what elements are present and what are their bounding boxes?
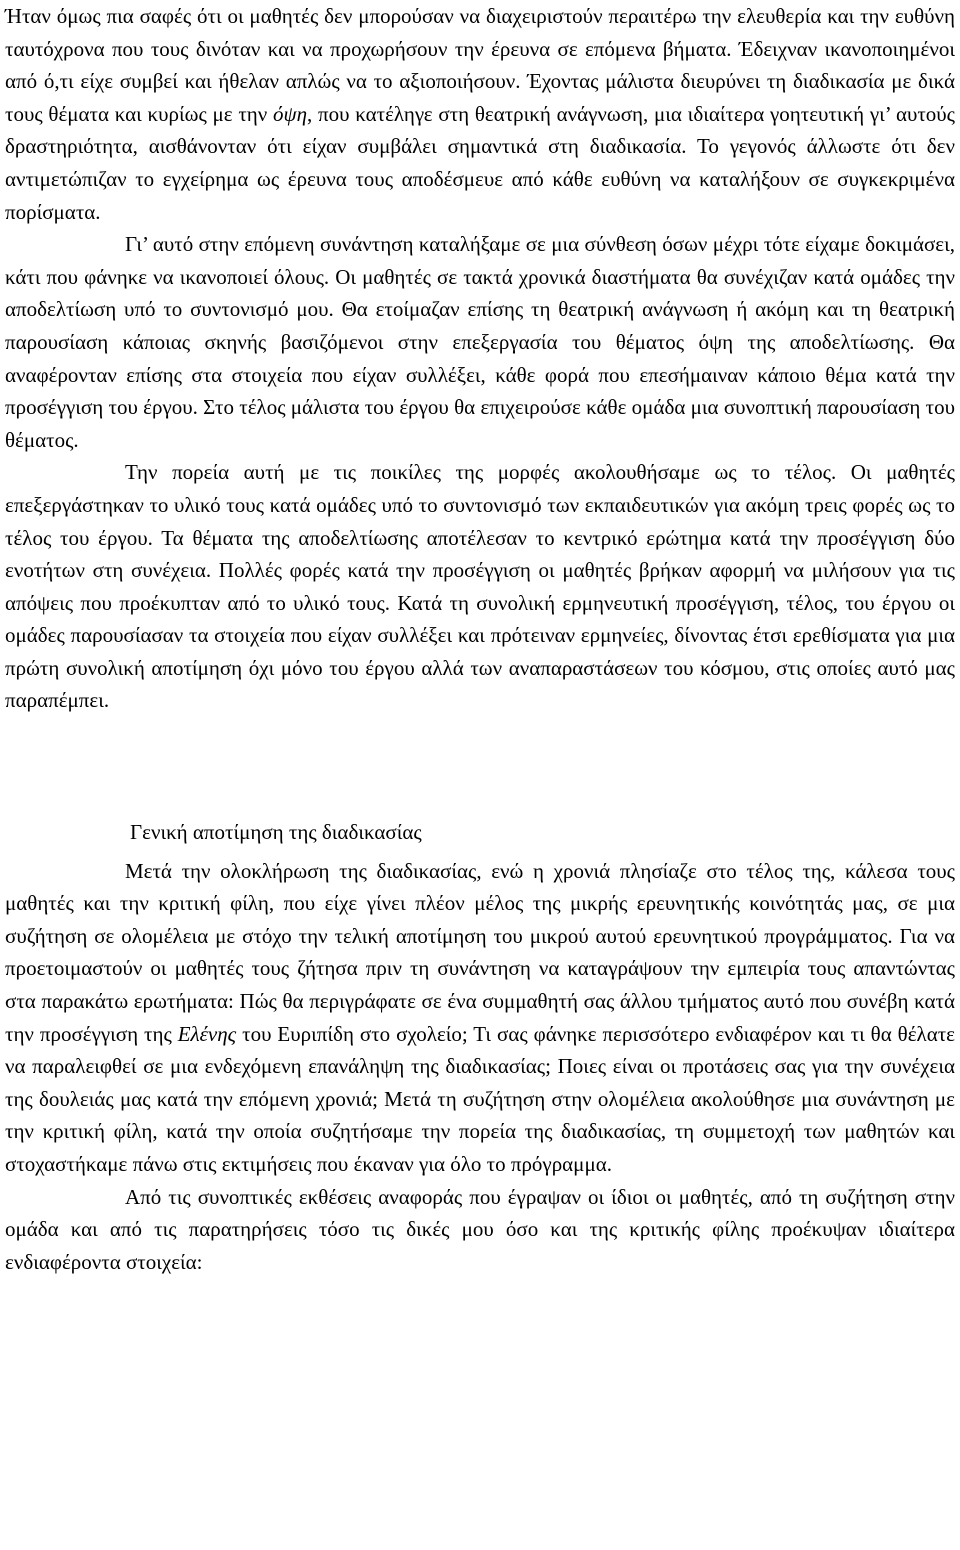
paragraph-4 <box>5 855 955 1181</box>
section-spacer <box>5 717 955 816</box>
paragraph-2-text: Γι’ αυτό στην επόμενη συνάντηση καταλήξαμε σε μια σύνθεση όσων μέχρι τότε είχαμε δοκιμάσει, κάτι που φάνηκε να ικανοποιεί όλους. Οι μαθητές σε τακτά χρονικά διαστήματα θα συνέχιζαν κατά ομάδες την αποδελτίωση υπό το συντονισμό μου. Θα ετοίμαζαν επίσης τη θεατρική ανάγνωση ή ακόμη και τη θεατρική παρουσίαση κάποιας σκηνής βασιζόμενοι στην επεξεργασία του θέματος όψη της αποδελτίωσης. Θα αναφέρονταν επίσης στα στοιχεία που είχαν συλλέξει, κάθε φορά που επεσήμαιναν κάποιο θέμα κατά την προσέγγιση του έργου. Στο τέλος μάλιστα του έργου θα επιχειρούσε κάθε ομάδα μια συνοπτική παρουσίαση του θέματος. <box>5 232 955 452</box>
paragraph-1-text-b: , που κατέληγε στη θεατρική ανάγνωση, μια ιδιαίτερα γοητευτική γι’ αυτούς δραστηριότητα, αισθάνονταν ότι είχαν συμβάλει σημαντικά στη διαδικασία. Το γεγονός άλλωστε ότι δεν αντιμετώπιζαν το εγχείρημα ως έρευνα τους αποδέσμευε από κάθε ευθύνη να καταλήξουν σε συγκεκριμένα πορίσματα. <box>5 101 956 224</box>
paragraph-2 <box>5 228 955 456</box>
paragraph-1-text-a: Ήταν όμως πια σαφές ότι οι μαθητές δεν μπορούσαν να διαχειριστούν περαιτέρω την ελευθερία και την ευθύνη ταυτόχρονα που τους δινόταν και να προχωρήσουν την έρευνα σε επόμενα βήματα. Έδειχναν ικανοποιημένοι από ό,τι είχε συμβεί και ήθελαν απλώς να το αξιοποιήσουν. Έχοντας μάλιστα διευρύνει τη διαδικασία με δικά τους θέματα και κυρίως με την <box>5 4 955 126</box>
section-heading: Γενική αποτίμηση της διαδικασίας <box>130 820 422 845</box>
paragraph-4-text-b: του Ευριπίδη στο σχολείο; Τι σας φάνηκε περισσότερο ενδιαφέρον και τι θα θέλατε να παραλειφθεί σε μια ενδεχόμενη επανάληψη της διαδικασίας; Ποιες είναι οι προτάσεις σας για την συνέχεια της δουλειάς μας κατά την επόμενη χρονιά; Μετά τη συζήτηση στην ολομέλεια ακολούθησε μια συνάντηση με την κριτική φίλη, κατά την οποία συζητήσαμε την πορεία της διαδικασίας, τη συμμετοχή των μαθητών και στοχαστήκαμε πάνω στις εκτιμήσεις που έκαναν για όλο το πρόγραμμα. <box>5 1021 955 1176</box>
paragraph-3 <box>5 456 955 717</box>
paragraph-3-text: Την πορεία αυτή με τις ποικίλες της μορφές ακολουθήσαμε ως το τέλος. Οι μαθητές επεξεργάστηκαν το υλικό τους κατά ομάδες υπό το συντονισμό των εκπαιδευτικών για ακόμη τρεις φορές ως το τέλος του έργου. Τα θέματα της αποδελτίωσης αποτέλεσαν το κεντρικό ερώτημα κατά την προσέγγιση δύο ενοτήτων στη συνέχεια. Πολλές φορές κατά την προσέγγιση οι μαθητές βρήκαν αφορμή να μιλήσουν για τις απόψεις που προέκυπταν από το υλικό τους. Κατά τη συνολική ερμηνευτική προσέγγιση, τέλος, του έργου οι ομάδες παρουσίασαν τα στοιχεία που είχαν συλλέξει και πρότειναν ερμηνείες, δίνοντας έτσι ερεθίσματα για μια πρώτη συνολική αποτίμηση όχι μόνο του έργου αλλά των αναπαραστάσεων του κόσμου, στις οποίες αυτό μας παραπέμπει. <box>5 460 955 713</box>
document-page <box>5 0 955 1278</box>
paragraph-4-italic-elenis: Ελένης <box>177 1021 237 1046</box>
paragraph-4-text-a: Μετά την ολοκλήρωση της διαδικασίας, ενώ η χρονιά πλησίαζε στο τέλος της, κάλεσα τους μαθητές και την κριτική φίλη, που είχε γίνει πλέον μέλος της μικρής ερευνητικής κοινότητάς μας, σε μια συζήτηση σε ολομέλεια με στόχο την τελική αποτίμηση του μικρού αυτού ερευνητικού προγράμματος. Για να προετοιμαστούν οι μαθητές τους ζήτησα πριν τη συνάντηση να καταγράψουν την εμπειρία τους απαντώντας στα παρακάτω ερωτήματα: Πώς θα περιγράφατε σε ένα συμμαθητή σας άλλου τμήματος αυτό που συνέβη κατά την προσέγγιση της <box>5 858 955 1046</box>
paragraph-5 <box>5 1181 955 1279</box>
paragraph-5-text: Από τις συνοπτικές εκθέσεις αναφοράς που έγραψαν οι ίδιοι οι μαθητές, από τη συζήτηση στην ομάδα και από τις παρατηρήσεις τόσο τις δικές μου όσο και της κριτικής φίλης προέκυψαν ιδιαίτερα ενδιαφέροντα στοιχεία: <box>5 1184 955 1274</box>
paragraph-1-italic-opsi: όψη <box>273 101 307 126</box>
paragraph-1 <box>5 0 955 228</box>
